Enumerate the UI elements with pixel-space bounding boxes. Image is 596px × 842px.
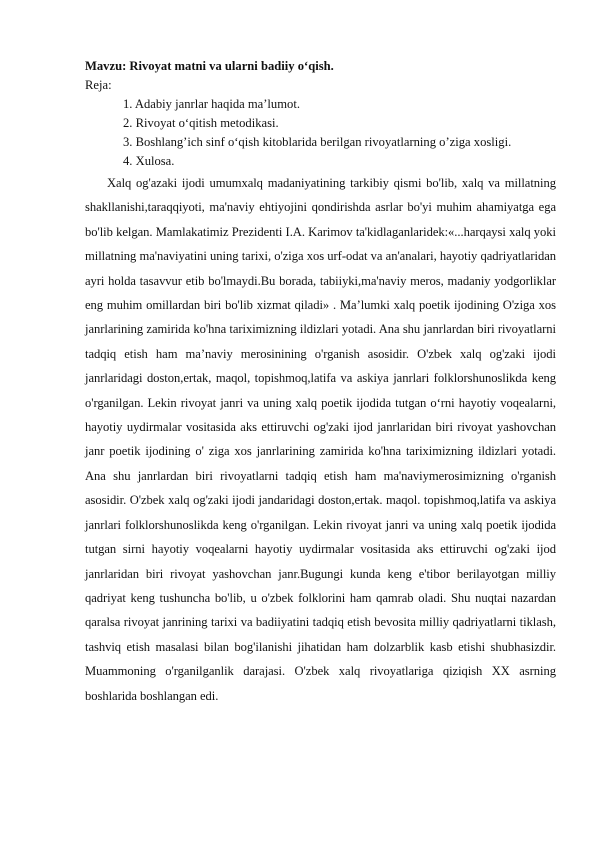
document-page — [85, 57, 556, 708]
plan-list — [85, 95, 556, 171]
plan-item: 2. Rivoyat o‘qitish metodikasi. — [123, 116, 279, 130]
plan-item: 1. Adabiy janrlar haqida ma’lumot. — [123, 97, 300, 111]
plan-item: 4. Xulosa. — [123, 154, 175, 168]
plan-label: Reja: — [85, 78, 112, 92]
plan-item: 3. Boshlang’ich sinf o‘qish kitoblarida berilgan rivoyatlarning o’ziga xosligi. — [123, 135, 512, 149]
body-paragraph: Xalq og'azaki ijodi umumxalq madaniyatining tarkibiy qismi bo'lib, xalq va millatning shakllanishi,taraqqiyoti, ma'naviy ehtiyojini qondirishda asrlar bo'yi muhim ahamiyatga ega bo'lib kelgan. Mamlakatimiz Prezidenti I.A. Karimov ta'kidlaganlaridek:«...harqaysi xalq yoki millatning ma'naviyatini uning tarixi, o'ziga xos urf-odat va an'analari, hayotiy qadriyatlaridan ayri holda tasavvur etib bo'lmaydi.Bu borada, tabiiyki,ma'naviy meros, madaniy yodgorliklar eng muhim omillardan biri bo'lib xizmat qiladi» . Ma’lumki xalq poetik ijodining O'ziga xos janrlarining zamirida ko'hna tariximizning ildizlari yotadi. Ana shu janrlardan biri rivoyatlarni tadqiq etish ham ma’naviy merosinining o'rganish asosidir. O'zbek xalq og'zaki ijodi janrlaridagi doston,ertak, maqol, topishmoq,latifa va askiya janrlari folklorshunoslikda keng o'rganilgan. Lekin rivoyat janri va uning xalq poetik ijodida tutgan o‘rni hayotiy voqealarni, hayotiy uydirmalar vositasida aks ettiruvchi og'zaki ijod janrlaridan biri rivoyat yashovchan janr poetik ijodining o' ziga xos janrlarining zamirida ko'hna tariximizning ildizlari yotadi. Ana shu janrlardan biri rivoyatlarni tadqiq etish ham ma'naviymerosimizning o'rganish asosidir. O'zbek xalq og'zaki ijodi jandaridagi doston,ertak. maqol. topishmoq,latifa va askiya janrlari folklorshunoslikda keng o'rganilgan. Lekin rivoyat janri va uning xalq poetik ijodida tutgan sirni hayotiy voqealarni hayotiy uydirmalar vositasida aks ettiruvchi og'zaki ijod janrlaridan biri rivoyat yashovchan janr.Bugungi kunda keng e'tibor berilayotgan milliy qadriyat keng tushuncha bo'lib, u o'zbek folklorini ham qamrab oladi. Shu nuqtai nazardan qaralsa rivoyat janrining tarixi va badiiyatini tadqiq etish bevosita milliy qadriyatlarni tiklash, tashviq etish masalasi bilan bog'ilanishi jihatidan ham dolzarblik kasb etishi shubhasizdir. Muammoning o'rganilganlik darajasi. O'zbek xalq rivoyatlariga qiziqish XX asrning boshlarida boshlangan edi. — [85, 176, 556, 703]
document-title: Mavzu: Rivoyat matni va ularni badiiy o‘qish. — [85, 59, 334, 73]
